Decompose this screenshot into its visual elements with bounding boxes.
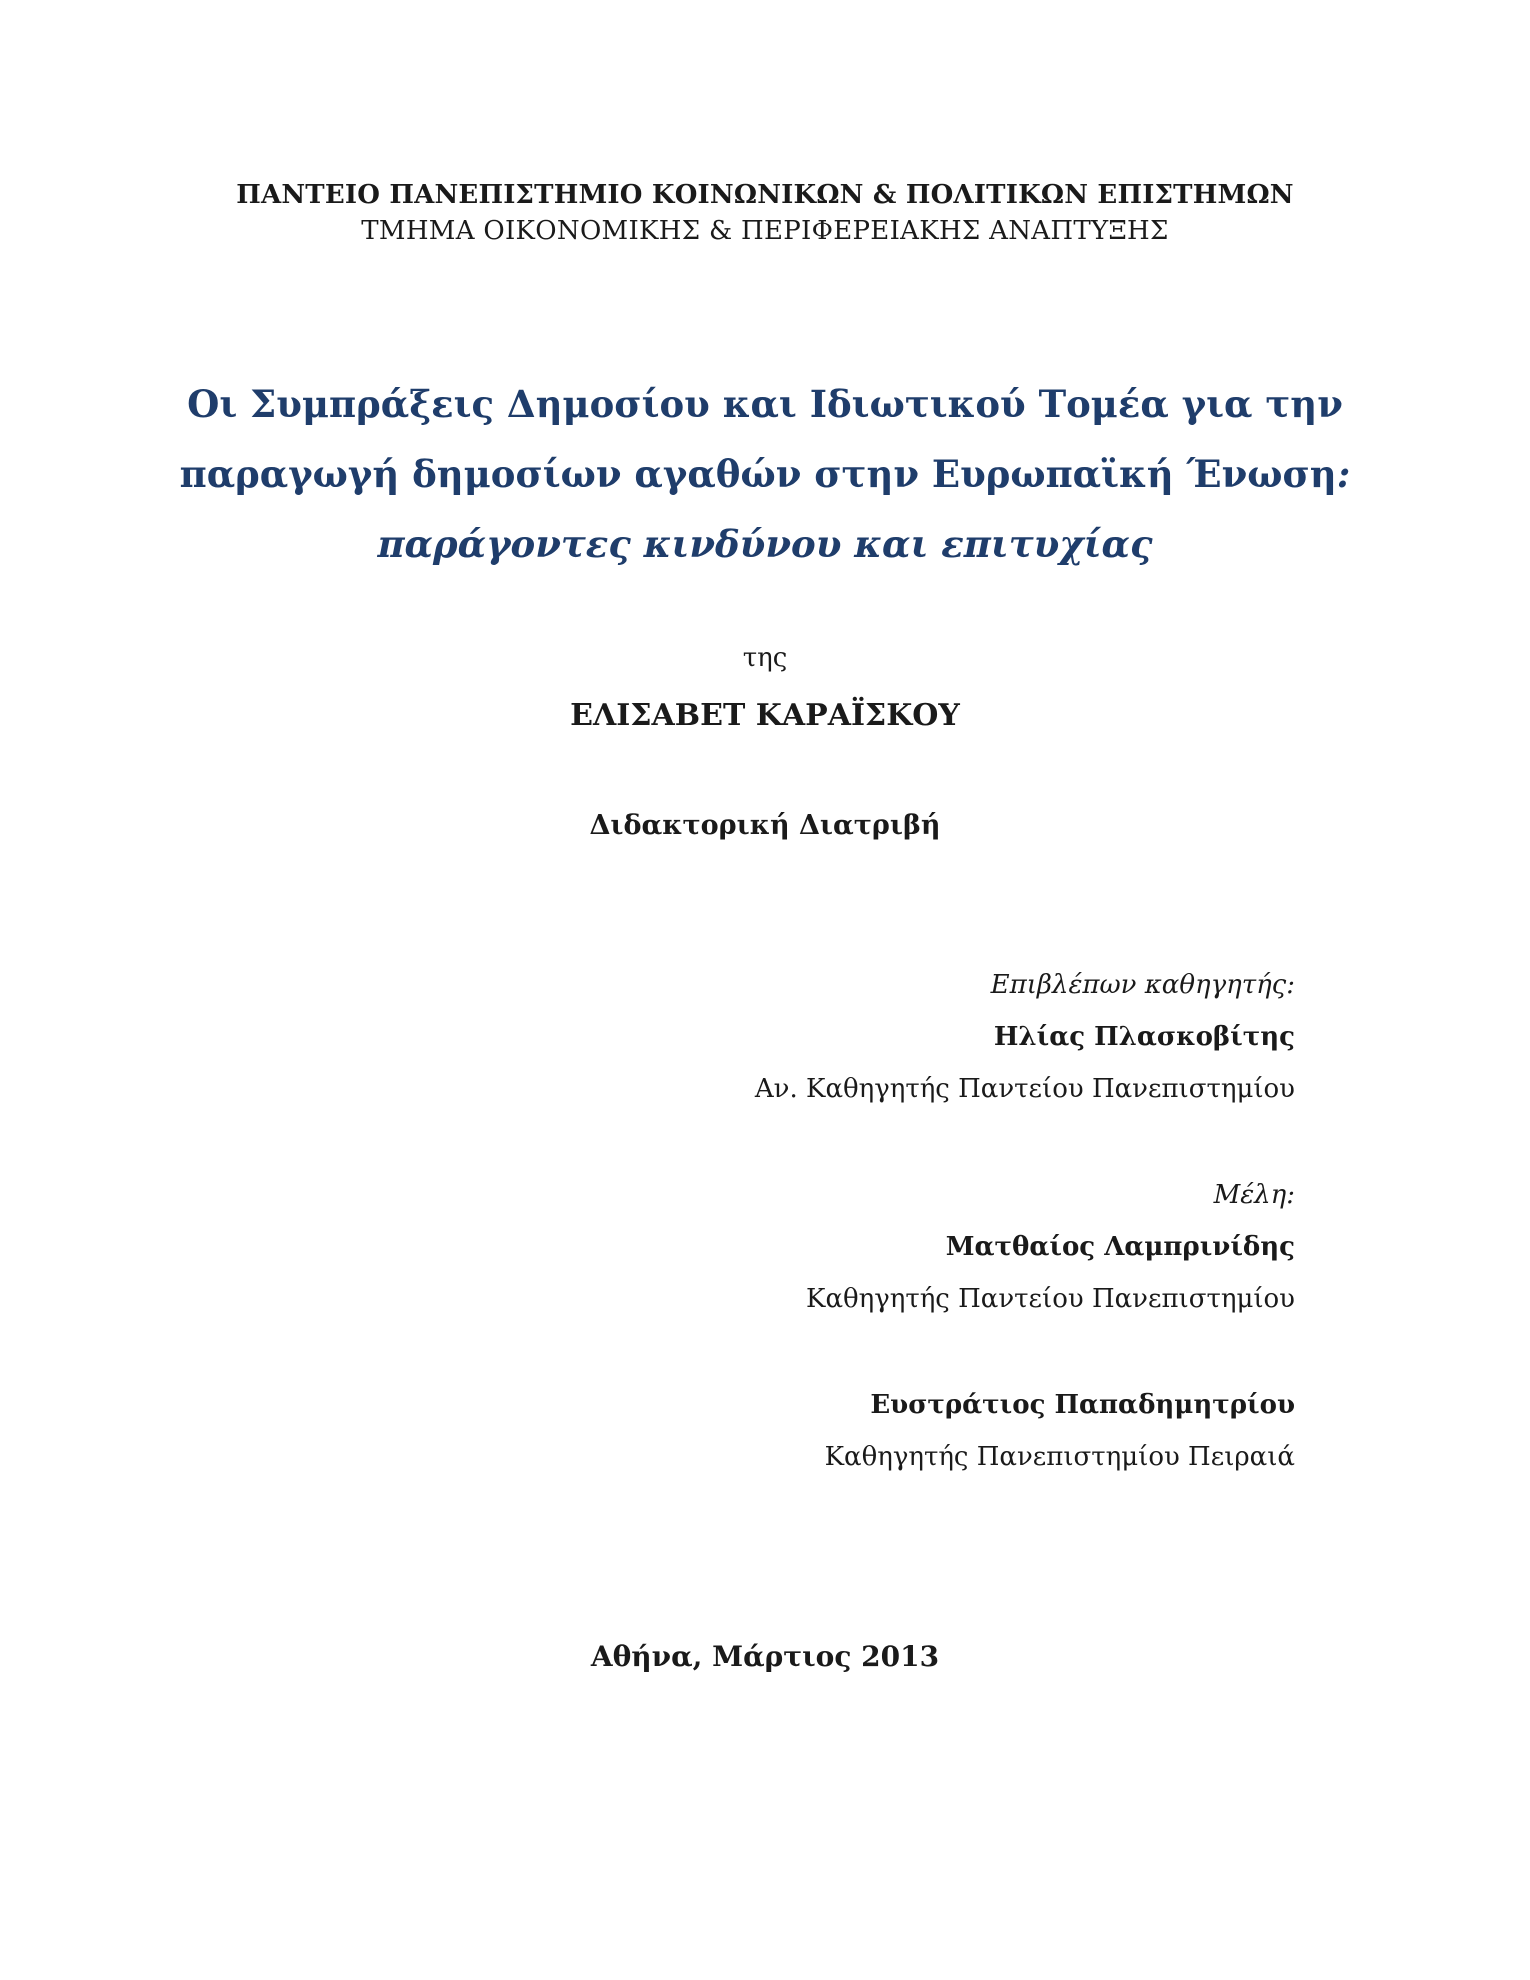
university-name: ΠΑΝΤΕΙΟ ΠΑΝΕΠΙΣΤΗΜΙΟ ΚΟΙΝΩΝΙΚΩΝ & ΠΟΛΙΤΙΚΩΝ ΕΠΙΣΤΗΜΩΝ — [236, 180, 1294, 210]
department-name: ΤΜΗΜΑ ΟΙΚΟΝΟΜΙΚΗΣ & ΠΕΡΙΦΕΡΕΙΑΚΗΣ ΑΝΑΠΤΥΞΗΣ — [361, 216, 1169, 246]
author-of-label: της — [742, 643, 788, 673]
member-title: Καθηγητής Πανεπιστημίου Πειραιά — [824, 1442, 1295, 1472]
thesis-title-colon: : — [1336, 452, 1351, 496]
supervisor-label: Επιβλέπων καθηγητής: — [990, 970, 1295, 1000]
document-type: Διδακτορική Διατριβή — [589, 810, 941, 841]
member-title: Καθηγητής Παντείου Πανεπιστημίου — [806, 1284, 1295, 1314]
author-name: ΕΛΙΣΑΒΕΤ ΚΑΡΑΪΣΚΟΥ — [570, 698, 960, 733]
member-name: Ευστράτιος Παπαδημητρίου — [870, 1390, 1295, 1420]
supervisor-title: Αν. Καθηγητής Παντείου Πανεπιστημίου — [754, 1074, 1295, 1104]
supervisor-name: Ηλίας Πλασκοβίτης — [993, 1022, 1295, 1052]
thesis-title-line-2 — [0, 452, 1530, 496]
place-and-date: Αθήνα, Μάρτιος 2013 — [590, 1640, 940, 1673]
thesis-title-line-1: Οι Συμπράξεις Δημοσίου και Ιδιωτικού Τομέα για την — [187, 382, 1343, 426]
members-label: Μέλη: — [1213, 1180, 1295, 1210]
thesis-subtitle: παράγοντες κινδύνου και επιτυχίας — [377, 522, 1153, 566]
thesis-title-line-2-text: παραγωγή δημοσίων αγαθών στην Ευρωπαϊκή Ένωση — [179, 452, 1337, 496]
member-name: Ματθαίος Λαμπρινίδης — [945, 1232, 1295, 1262]
